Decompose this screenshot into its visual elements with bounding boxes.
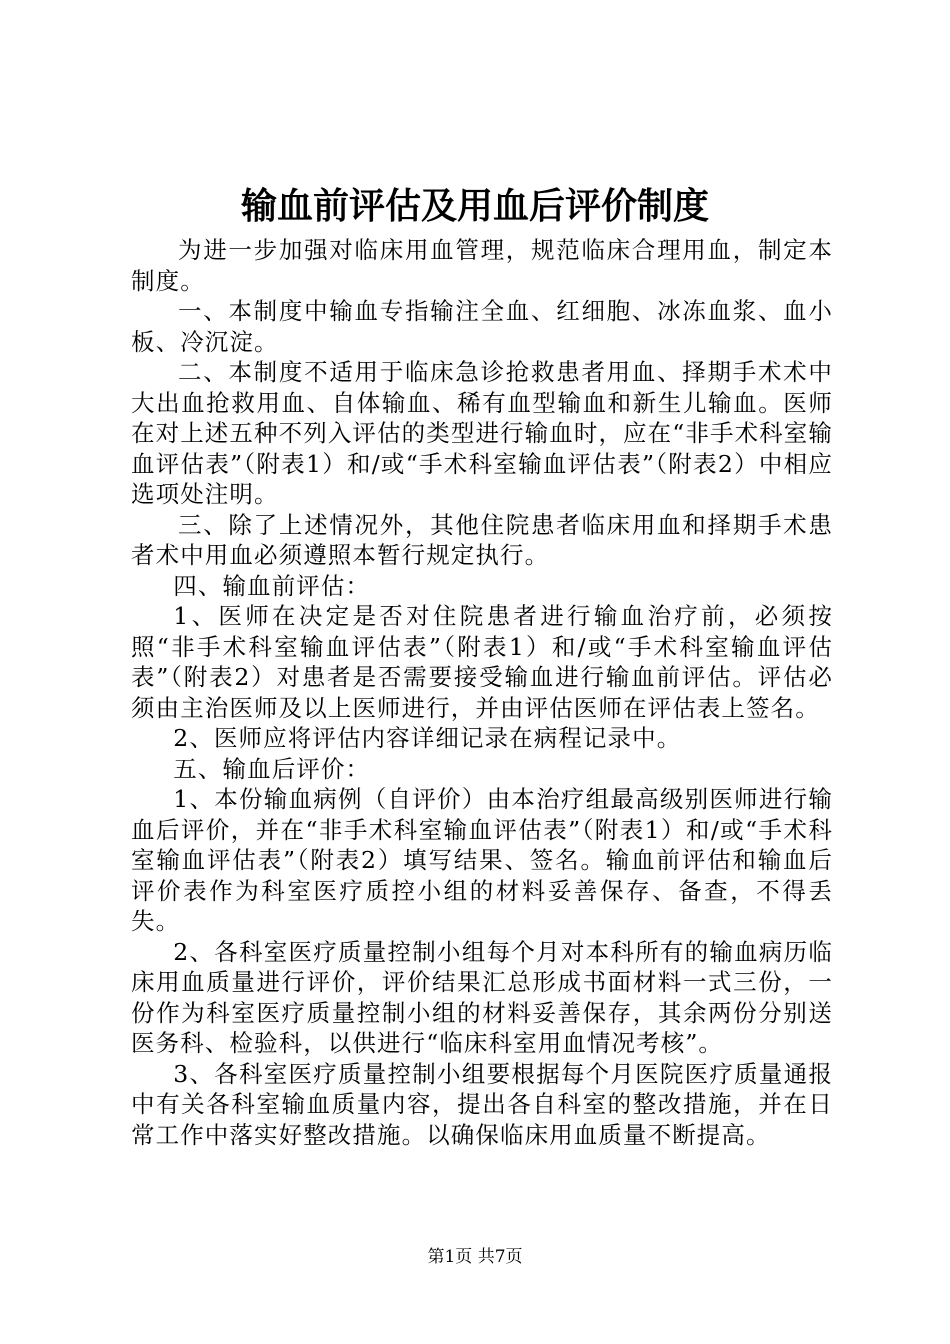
section-4-item-1: 1、医师在决定是否对住院患者进行输血治疗前，必须按照“非手术科室输血评估表”（附表1）和/或“手术科室输血评估表”（附表2）对患者是否需要接受输血进行输血前评估。评估必须由主治医师及以上医师进行，并由评估医师在评估表上签名。 xyxy=(131,602,833,722)
section-5-item-3: 3、各科室医疗质量控制小组要根据每个月医院医疗质量通报中有关各科室输血质量内容，提出各自科室的整改措施，并在日常工作中落实好整改措施。以确保临床用血质量不断提高。 xyxy=(131,1059,833,1149)
section-4-heading: 四、输血前评估： xyxy=(173,571,371,600)
page-number-footer: 第1页 共7页 xyxy=(427,1247,523,1267)
document-body xyxy=(131,235,833,1150)
section-5-item-2: 2、各科室医疗质量控制小组每个月对本科所有的输血病历临床用血质量进行评价，评价结果汇总形成书面材料一式三份，一份作为科室医疗质量控制小组的材料妥善保存，其余两份分别送医务科、检验科，以供进行“临床科室用血情况考核”。 xyxy=(131,937,833,1057)
section-2-paragraph: 二、本制度不适用于临床急诊抢救患者用血、择期手术术中大出血抢救用血、自体输血、稀有血型输血和新生儿输血。医师在对上述五种不列入评估的类型进行输血时，应在“非手术科室输血评估表”（附表1）和/或“手术科室输血评估表”（附表2）中相应选项处注明。 xyxy=(131,358,833,508)
section-4-item-2: 2、医师应将评估内容详细记录在病程记录中。 xyxy=(173,724,682,752)
document-title: 输血前评估及用血后评价制度 xyxy=(240,186,709,227)
intro-paragraph: 为进一步加强对临床用血管理，规范临床合理用血，制定本制度。 xyxy=(131,236,833,295)
section-3-paragraph: 三、除了上述情况外，其他住院患者临床用血和择期手术患者术中用血必须遵照本暂行规定执行。 xyxy=(131,510,833,569)
section-1-paragraph: 一、本制度中输血专指输注全血、红细胞、冰冻血浆、血小板、冷沉淀。 xyxy=(131,297,833,356)
section-5-heading: 五、输血后评价： xyxy=(173,754,371,783)
section-5-item-1: 1、本份输血病例（自评价）由本治疗组最高级别医师进行输血后评价，并在“非手术科室输血评估表”（附表1）和/或“手术科室输血评估表”（附表2）填写结果、签名。输血前评估和输血后评价表作为科室医疗质控小组的材料妥善保存、备查，不得丢失。 xyxy=(131,785,833,935)
